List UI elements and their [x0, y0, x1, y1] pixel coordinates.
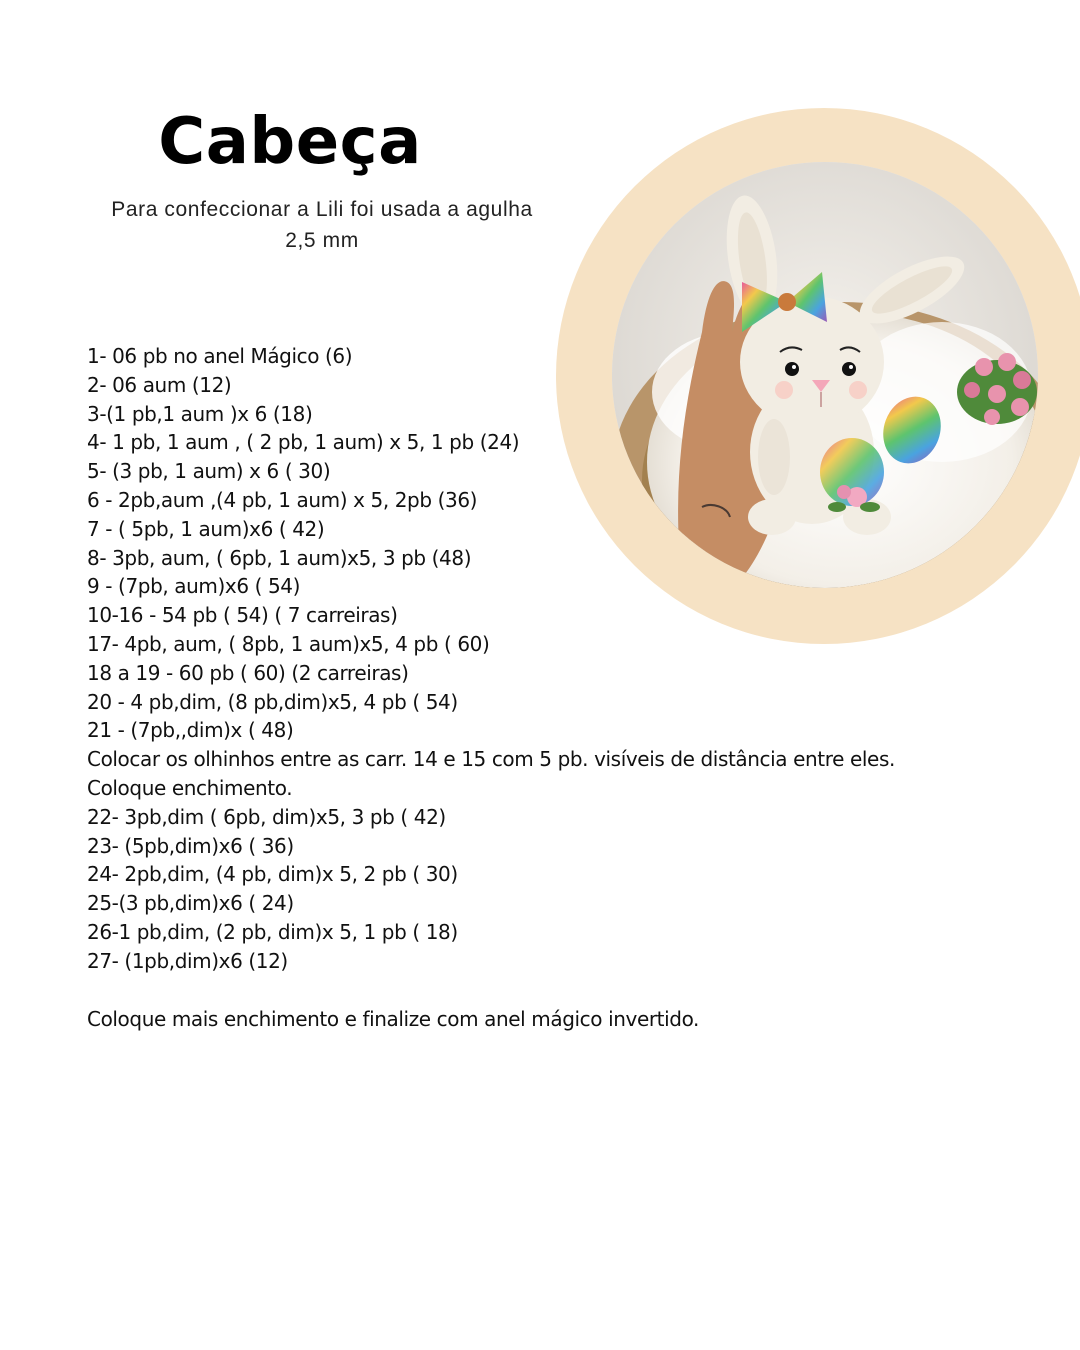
- instruction-row: 21 - (7pb,,dim)x ( 48): [87, 718, 294, 743]
- instruction-row: 26-1 pb,dim, (2 pb, dim)x 5, 1 pb ( 18): [87, 919, 458, 944]
- instruction-row: 10-16 - 54 pb ( 54) ( 7 carreiras): [87, 603, 398, 628]
- instruction-row: 25-(3 pb,dim)x6 ( 24): [87, 891, 294, 916]
- instruction-row: 17- 4pb, aum, ( 8pb, 1 aum)x5, 4 pb ( 60): [87, 631, 490, 656]
- instruction-row: 22- 3pb,dim ( 6pb, dim)x5, 3 pb ( 42): [87, 804, 446, 829]
- instruction-row: 8- 3pb, aum, ( 6pb, 1 aum)x5, 3 pb (48): [87, 545, 472, 570]
- instruction-row: Coloque enchimento.: [87, 775, 293, 800]
- page-subtitle: Para confeccionar a Lili foi usada a agulha 2,5 mm: [111, 198, 533, 252]
- instruction-row: 1- 06 pb no anel Mágico (6): [87, 344, 353, 368]
- instructions-list: [87, 342, 987, 976]
- instruction-row: 23- (5pb,dim)x6 ( 36): [87, 833, 294, 858]
- instruction-row: 20 - 4 pb,dim, (8 pb,dim)x5, 4 pb ( 54): [87, 689, 458, 714]
- instruction-row: 6 - 2pb,aum ,(4 pb, 1 aum) x 5, 2pb (36): [87, 487, 478, 512]
- final-note: Coloque mais enchimento e finalize com anel mágico invertido.: [87, 1007, 700, 1031]
- instruction-row: 3-(1 pb,1 aum )x 6 (18): [87, 401, 313, 426]
- instruction-row: 9 - (7pb, aum)x6 ( 54): [87, 574, 301, 599]
- instruction-row: 24- 2pb,dim, (4 pb, dim)x 5, 2 pb ( 30): [87, 862, 458, 887]
- instruction-row: 27- (1pb,dim)x6 (12): [87, 948, 288, 973]
- page-title: Cabeça: [158, 105, 422, 179]
- instruction-row: 7 - ( 5pb, 1 aum)x6 ( 42): [87, 516, 325, 541]
- instruction-row: 2- 06 aum (12): [87, 372, 232, 397]
- instruction-row: Colocar os olhinhos entre as carr. 14 e 15 com 5 pb. visíveis de distância entre eles.: [87, 747, 895, 772]
- instruction-row: 5- (3 pb, 1 aum) x 6 ( 30): [87, 459, 331, 484]
- instruction-row: 4- 1 pb, 1 aum , ( 2 pb, 1 aum) x 5, 1 pb (24): [87, 430, 520, 455]
- instruction-row: 18 a 19 - 60 pb ( 60) (2 carreiras): [87, 660, 409, 685]
